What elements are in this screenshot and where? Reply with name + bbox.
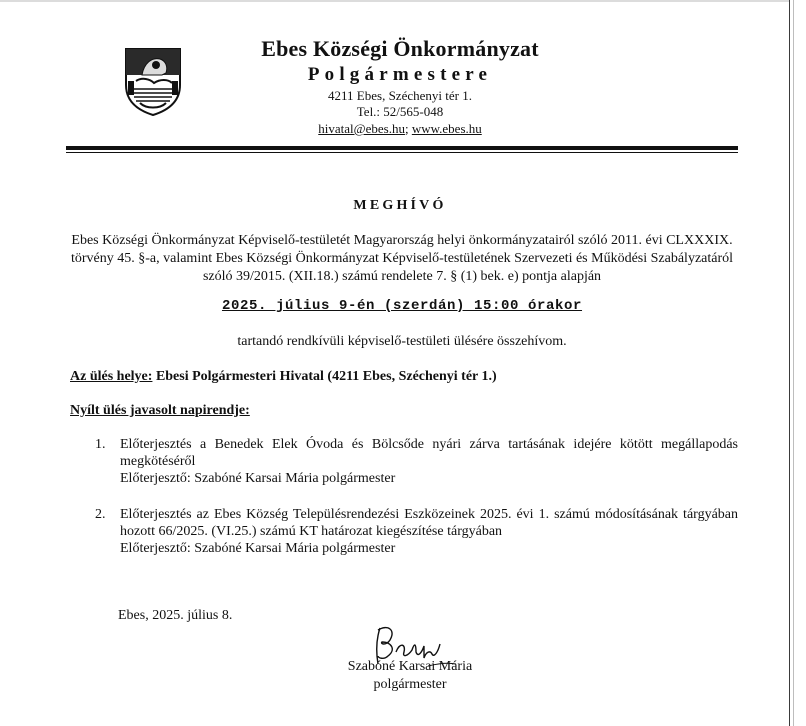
organization-name: Ebes Községi Önkormányzat (261, 36, 539, 61)
website-link[interactable]: www.ebes.hu (411, 121, 482, 136)
agenda-item-text: Előterjesztés a Benedek Elek Óvoda és Bölcsőde nyári zárva tartásának idejére kötött megállapodás megkötéséről (120, 437, 738, 469)
agenda-item-presenter: Előterjesztő: Szabóné Karsai Mária polgármester (120, 541, 396, 556)
viewer-scrollbar-track[interactable] (789, 0, 806, 726)
header-divider-thick (66, 146, 738, 150)
agenda-item-text: Előterjesztés az Ebes Község Településrendezési Eszközeinek 2025. évi 1. számú módosításának tárgyában hozott 66/2025. (VI.25.) számú KT határozat kiegészítése tárgyában (120, 507, 738, 539)
signer-title: polgármester (373, 677, 447, 692)
agenda-item-number: 2. (95, 507, 106, 522)
signer-name: Szabóné Karsai Mária (347, 659, 473, 674)
legal-basis-paragraph: Ebes Községi Önkormányzat Képviselő-testületét Magyarország helyi önkormányzatairól szóló 2011. évi CLXXXIX. törvény 45. §-a, valamint Ebes Községi Önkormányzat Képviselő-testületének Szervezeti és Működési Szabályzatáról szóló 39/2015. (XII.18.) számú rendelete 7. § (1) bek. e) pontja alapján (70, 233, 734, 284)
document-title: MEGHÍVÓ (353, 198, 447, 213)
header-divider-thin (66, 152, 738, 153)
venue-label: Az ülés helye: (70, 369, 153, 384)
office-address: 4211 Ebes, Széchenyi tér 1. (328, 88, 472, 103)
page-top-edge (0, 0, 789, 2)
meeting-type: tartandó rendkívüli képviselő-testületi ülésére összehívom. (237, 334, 567, 349)
contact-separator: ; (404, 121, 409, 136)
office-phone: Tel.: 52/565-048 (356, 104, 444, 119)
agenda-item-number: 1. (95, 437, 106, 452)
agenda-heading: Nyílt ülés javasolt napirendje: (70, 403, 250, 418)
venue-value: Ebesi Polgármesteri Hivatal (4211 Ebes, Széchenyi tér 1.) (155, 369, 497, 384)
contact-links (230, 121, 570, 137)
place-and-date: Ebes, 2025. július 8. (118, 608, 233, 623)
coat-of-arms-logo (122, 45, 184, 117)
office-title: Polgármestere (307, 64, 493, 85)
viewer-edge-line (793, 0, 794, 726)
agenda-item-presenter: Előterjesztő: Szabóné Karsai Mária polgármester (120, 471, 396, 486)
meeting-venue (70, 369, 750, 385)
email-link[interactable]: hivatal@ebes.hu (318, 121, 405, 136)
meeting-date: 2025. július 9-én (szerdán) 15:00 órakor (221, 298, 583, 314)
